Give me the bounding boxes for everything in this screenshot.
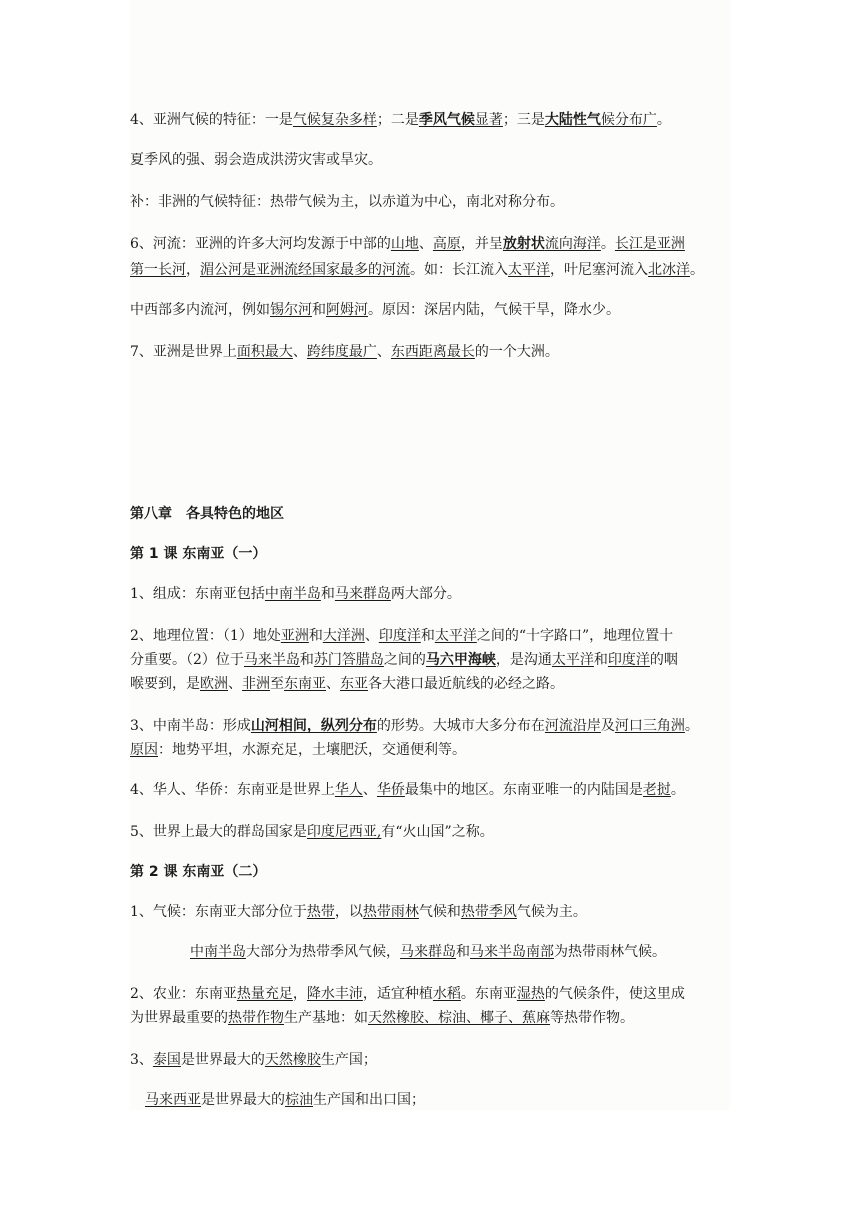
para-africa-climate: 补：非洲的气候特征：热带气候为主，以赤道为中心，南北对称分布。 <box>130 194 564 210</box>
lesson-1-title: 第 1 课 东南亚（一） <box>130 546 267 562</box>
para-asia-climate: 4、亚洲气候的特征：一是气候复杂多样；二是季风气候显著；三是大陆性气候分布广。 <box>130 112 671 128</box>
para-indochina-1: 3、中南半岛：形成山河相间，纵列分布的形势。大城市大多分布在河流沿岸及河口三角洲。 <box>130 718 699 734</box>
chapter-title: 第八章 各具特色的地区 <box>130 506 284 522</box>
para-agriculture-1: 2、农业：东南亚热量充足，降水丰沛，适宜种植水稻。东南亚湿热的气候条件，使这里成 <box>130 986 685 1002</box>
para-sea-location-3: 喉要到，是欧洲、非洲至东南亚、东亚各大港口最近航线的必经之路。 <box>130 676 564 692</box>
para-summer-monsoon: 夏季风的强、弱会造成洪涝灾害或旱灾。 <box>130 152 382 168</box>
para-asia-largest: 7、亚洲是世界上面积最大、跨纬度最广、东西距离最长的一个大洲。 <box>130 344 559 360</box>
para-sea-climate: 1、气候：东南亚大部分位于热带，以热带雨林气候和热带季风气候为主。 <box>130 904 587 920</box>
para-sea-location-1: 2、地理位置：（1）地处亚洲和大洋洲、印度洋和太平洋之间的“十字路口”，地理位置十 <box>130 628 674 644</box>
para-inland-rivers: 中西部多内流河，例如锡尔河和阿姆河。原因：深居内陆，气候干旱，降水少。 <box>130 302 620 318</box>
para-indochina-2: 原因：地势平坦，水源充足，土壤肥沃，交通便利等。 <box>130 742 466 758</box>
para-sea-climate-detail: 中南半岛大部分为热带季风气候，马来群岛和马来半岛南部为热带雨林气候。 <box>190 944 666 960</box>
para-chinese-overseas: 4、华人、华侨：东南亚是世界上华人、华侨最集中的地区。东南亚唯一的内陆国是老挝。 <box>130 782 685 798</box>
para-sea-location-2: 分重要。（2）位于马来半岛和苏门答腊岛之间的马六甲海峡，是沟通太平洋和印度洋的咽 <box>130 652 678 668</box>
para-thailand-rubber: 3、泰国是世界最大的天然橡胶生产国； <box>130 1052 377 1068</box>
para-sea-composition: 1、组成：东南亚包括中南半岛和马来群岛两大部分。 <box>130 586 461 602</box>
para-malaysia-palm-oil: 马来西亚是世界最大的棕油生产国和出口国； <box>145 1092 425 1108</box>
para-indonesia: 5、世界上最大的群岛国家是印度尼西亚,有“火山国”之称。 <box>130 824 494 840</box>
para-rivers-2: 第一长河，湄公河是亚洲流经国家最多的河流。如：长江流入太平洋，叶尼塞河流入北冰洋。 <box>130 262 704 278</box>
para-agriculture-2: 为世界最重要的热带作物生产基地：如天然橡胶、棕油、椰子、蕉麻等热带作物。 <box>130 1010 634 1026</box>
para-rivers-1: 6、河流：亚洲的许多大河均发源于中部的山地、高原，并呈放射状流向海洋。长江是亚洲 <box>130 236 685 252</box>
lesson-2-title: 第 2 课 东南亚（二） <box>130 864 267 880</box>
